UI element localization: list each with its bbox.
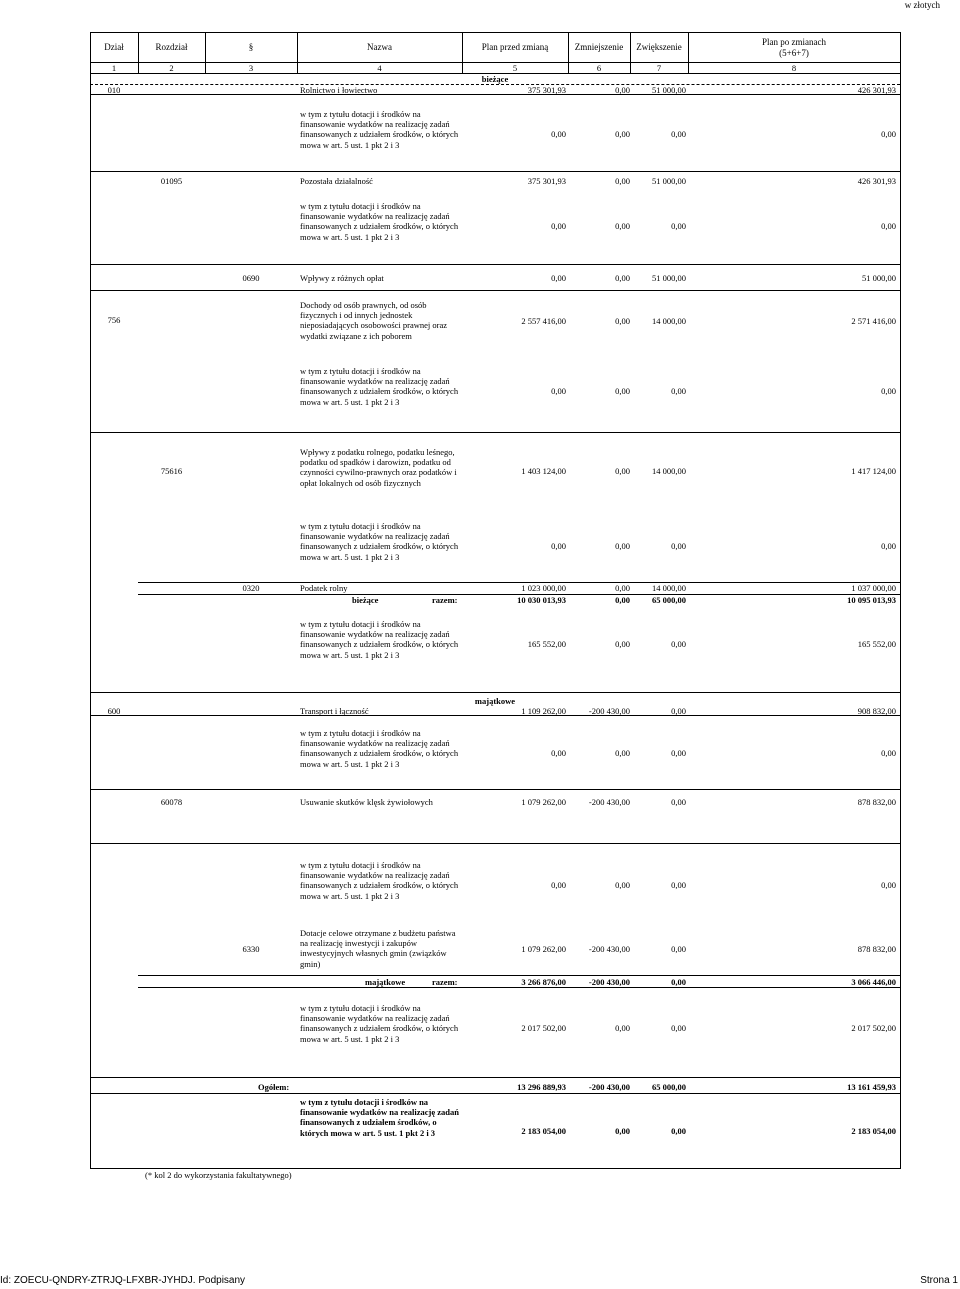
- plan-after: 0,00: [881, 221, 896, 231]
- row-name: Podatek rolny: [300, 583, 348, 593]
- colnum: 6: [596, 63, 602, 73]
- decrease: 0,00: [615, 273, 630, 283]
- plan-before: 2 557 416,00: [521, 316, 566, 326]
- plan-before: 1 023 000,00: [521, 583, 566, 593]
- code-rozdzial: 60078: [160, 797, 183, 807]
- plan-after: 0,00: [881, 748, 896, 758]
- increase: 14 000,00: [652, 583, 686, 593]
- decrease: 0,00: [615, 129, 630, 139]
- code-dzial: 600: [107, 706, 121, 716]
- decrease: 0,00: [615, 748, 630, 758]
- decrease: 0,00: [615, 316, 630, 326]
- increase: 0,00: [671, 797, 686, 807]
- plan-after: 3 066 446,00: [851, 977, 896, 987]
- increase: 51 000,00: [652, 85, 686, 95]
- decrease: -200 430,00: [588, 977, 630, 987]
- increase: 0,00: [671, 129, 686, 139]
- row-name: Transport i łączność: [300, 706, 369, 716]
- row-name: Rolnictwo i łowiectwo: [300, 85, 378, 95]
- plan-before: 0,00: [551, 748, 566, 758]
- header-nazwa: Nazwa: [367, 42, 392, 52]
- footnote: (* kol 2 do wykorzystania fakultatywnego): [145, 1170, 292, 1180]
- plan-after: 2 183 054,00: [851, 1126, 896, 1136]
- decrease: -200 430,00: [588, 1082, 630, 1092]
- increase: 0,00: [671, 1126, 686, 1136]
- plan-after: 0,00: [881, 129, 896, 139]
- decrease: 0,00: [615, 880, 630, 890]
- code-rozdzial: 75616: [160, 466, 183, 476]
- increase: 51 000,00: [652, 273, 686, 283]
- plan-after: 0,00: [881, 386, 896, 396]
- subsidy-text: w tym z tytułu dotacji i środków na finansowanie wydatków na realizację zadań finansowanych z udziałem środków, o których mowa w art. 5 ust. 1 pkt 2 i 3: [300, 109, 459, 150]
- plan-before: 0,00: [551, 129, 566, 139]
- subsidy-text: w tym z tytułu dotacji i środków na finansowanie wydatków na realizację zadań finansowanych z udziałem środków, o których mowa w art. 5 ust. 1 pkt 2 i 3: [300, 728, 459, 769]
- increase: 65 000,00: [652, 1082, 686, 1092]
- decrease: -200 430,00: [588, 706, 630, 716]
- plan-after: 0,00: [881, 880, 896, 890]
- plan-before: 2 017 502,00: [521, 1023, 566, 1033]
- decrease: 0,00: [615, 595, 630, 605]
- subsidy-text: w tym z tytułu dotacji i środków na finansowanie wydatków na realizację zadań finansowanych z udziałem środków, o których mowa w art. 5 ust. 1 pkt 2 i 3: [300, 366, 459, 407]
- increase: 0,00: [671, 639, 686, 649]
- increase: 0,00: [671, 221, 686, 231]
- plan-after: 2 571 416,00: [851, 316, 896, 326]
- header-plan-po: Plan po zmianach: [762, 37, 826, 47]
- plan-before: 0,00: [551, 386, 566, 396]
- plan-after: 10 095 013,93: [847, 595, 896, 605]
- increase: 14 000,00: [652, 316, 686, 326]
- subsidy-text: w tym z tytułu dotacji i środków na finansowanie wydatków na realizację zadań finansowanych z udziałem środków, o których mowa w art. 5 ust. 1 pkt 2 i 3: [300, 521, 459, 562]
- header-paragraf: §: [248, 42, 254, 52]
- total-razem: razem:: [432, 595, 458, 605]
- plan-after: 908 832,00: [857, 706, 896, 716]
- increase: 0,00: [671, 880, 686, 890]
- plan-after: 878 832,00: [857, 944, 896, 954]
- decrease: -200 430,00: [588, 797, 630, 807]
- code-dzial: 010: [107, 85, 121, 95]
- row-name: Wpływy z różnych opłat: [300, 273, 384, 283]
- subsidy-text: w tym z tytułu dotacji i środków na finansowanie wydatków na realizację zadań finansowanych z udziałem środków, o których mowa w art. 5 ust. 1 pkt 2 i 3: [300, 860, 459, 901]
- increase: 0,00: [671, 944, 686, 954]
- code-rozdzial: 01095: [160, 176, 183, 186]
- increase: 0,00: [671, 748, 686, 758]
- decrease: 0,00: [615, 583, 630, 593]
- plan-after: 426 301,93: [857, 176, 896, 186]
- decrease: -200 430,00: [588, 944, 630, 954]
- colnum: 2: [169, 63, 174, 73]
- code-dzial: 756: [107, 315, 121, 325]
- colnum: 5: [512, 63, 518, 73]
- page-number: Strona 1: [920, 1275, 958, 1286]
- increase: 0,00: [671, 706, 686, 716]
- plan-after: 2 017 502,00: [851, 1023, 896, 1033]
- plan-after: 878 832,00: [857, 797, 896, 807]
- plan-before: 0,00: [551, 880, 566, 890]
- plan-before: 0,00: [551, 221, 566, 231]
- increase: 0,00: [671, 1023, 686, 1033]
- decrease: 0,00: [615, 176, 630, 186]
- plan-before: 1 403 124,00: [521, 466, 566, 476]
- unit-note: w złotych: [904, 0, 940, 10]
- header-plan-przed: Plan przed zmianą: [481, 42, 549, 52]
- increase: 0,00: [671, 541, 686, 551]
- plan-before: 165 552,00: [527, 639, 566, 649]
- increase: 51 000,00: [652, 176, 686, 186]
- plan-before: 1 079 262,00: [521, 944, 566, 954]
- subsidy-text: w tym z tytułu dotacji i środków na finansowanie wydatków na realizację zadań finansowanych z udziałem środków, o których mowa w art. 5 ust. 1 pkt 2 i 3: [300, 1003, 459, 1044]
- total-razem: razem:: [432, 977, 458, 987]
- section-biezace: bieżące: [481, 74, 509, 84]
- plan-after: 51 000,00: [862, 273, 896, 283]
- plan-after: 1 417 124,00: [851, 466, 896, 476]
- plan-before: 3 266 876,00: [521, 977, 566, 987]
- increase: 65 000,00: [652, 595, 686, 605]
- plan-before: 0,00: [551, 273, 566, 283]
- increase: 0,00: [671, 977, 686, 987]
- decrease: 0,00: [615, 221, 630, 231]
- code-paragraf: 6330: [242, 944, 260, 954]
- colnum: 4: [377, 63, 382, 73]
- row-name: Pozostała działalność: [300, 176, 373, 186]
- header-dzial: Dział: [104, 42, 124, 52]
- header-zwiekszenie: Zwiększenie: [636, 42, 682, 52]
- plan-after: 13 161 459,93: [847, 1082, 896, 1092]
- decrease: 0,00: [615, 386, 630, 396]
- plan-after: 1 037 000,00: [851, 583, 896, 593]
- total-label: bieżące: [352, 595, 379, 605]
- plan-before: 2 183 054,00: [521, 1126, 566, 1136]
- plan-before: 10 030 013,93: [517, 595, 566, 605]
- decrease: 0,00: [615, 1023, 630, 1033]
- colnum: 7: [656, 63, 662, 73]
- code-paragraf: 0690: [242, 273, 260, 283]
- total-label: majątkowe: [365, 977, 406, 987]
- plan-before: 375 301,93: [527, 176, 566, 186]
- document-id: Id: ZOECU-QNDRY-ZTRJQ-LFXBR-JYHDJ. Podpisany: [0, 1275, 246, 1286]
- subsidy-text: w tym z tytułu dotacji i środków na finansowanie wydatków na realizację zadań finansowanych z udziałem środków, o których mowa w art. 5 ust. 1 pkt 2 i 3: [300, 1097, 459, 1138]
- grand-total-label: Ogółem:: [258, 1082, 290, 1092]
- increase: 0,00: [671, 386, 686, 396]
- header-rozdzial: Rozdział: [155, 42, 188, 52]
- plan-before: 0,00: [551, 541, 566, 551]
- row-name: Wpływy z podatku rolnego, podatku leśnego, podatku od spadków i darowizn, podatku od czynności cywilno-prawnych oraz podatków i opłat lokalnych od osób fizycznych: [300, 447, 457, 488]
- plan-before: 1 109 262,00: [521, 706, 566, 716]
- decrease: 0,00: [615, 541, 630, 551]
- plan-after: 426 301,93: [857, 85, 896, 95]
- row-name: Dotacje celowe otrzymane z budżetu państwa na realizację inwestycji i zakupów inwestycyjnych własnych gmin (związków gmin): [300, 928, 456, 969]
- subsidy-text: w tym z tytułu dotacji i środków na finansowanie wydatków na realizację zadań finansowanych z udziałem środków, o których mowa w art. 5 ust. 1 pkt 2 i 3: [300, 619, 459, 660]
- increase: 14 000,00: [652, 466, 686, 476]
- decrease: 0,00: [615, 1126, 630, 1136]
- row-name: Usuwanie skutków klęsk żywiołowych: [300, 797, 433, 807]
- colnum: 1: [111, 63, 117, 73]
- plan-after: 165 552,00: [857, 639, 896, 649]
- row-name: Dochody od osób prawnych, od osób fizycznych i od innych jednostek nieposiadających osobowości prawnej oraz wydatki związane z ich poborem: [300, 300, 448, 341]
- decrease: 0,00: [615, 639, 630, 649]
- plan-before: 1 079 262,00: [521, 797, 566, 807]
- plan-before: 13 296 889,93: [517, 1082, 566, 1092]
- section-majatkowe: majątkowe: [474, 696, 516, 706]
- plan-before: 375 301,93: [527, 85, 566, 95]
- subsidy-text: w tym z tytułu dotacji i środków na finansowanie wydatków na realizację zadań finansowanych z udziałem środków, o których mowa w art. 5 ust. 1 pkt 2 i 3: [300, 201, 459, 242]
- header-zmniejszenie: Zmniejszenie: [574, 42, 624, 52]
- colnum: 8: [791, 63, 797, 73]
- code-paragraf: 0320: [242, 583, 260, 593]
- plan-after: 0,00: [881, 541, 896, 551]
- header-plan-po-formula: (5+6+7): [779, 48, 809, 58]
- decrease: 0,00: [615, 466, 630, 476]
- decrease: 0,00: [615, 85, 630, 95]
- colnum: 3: [248, 63, 254, 73]
